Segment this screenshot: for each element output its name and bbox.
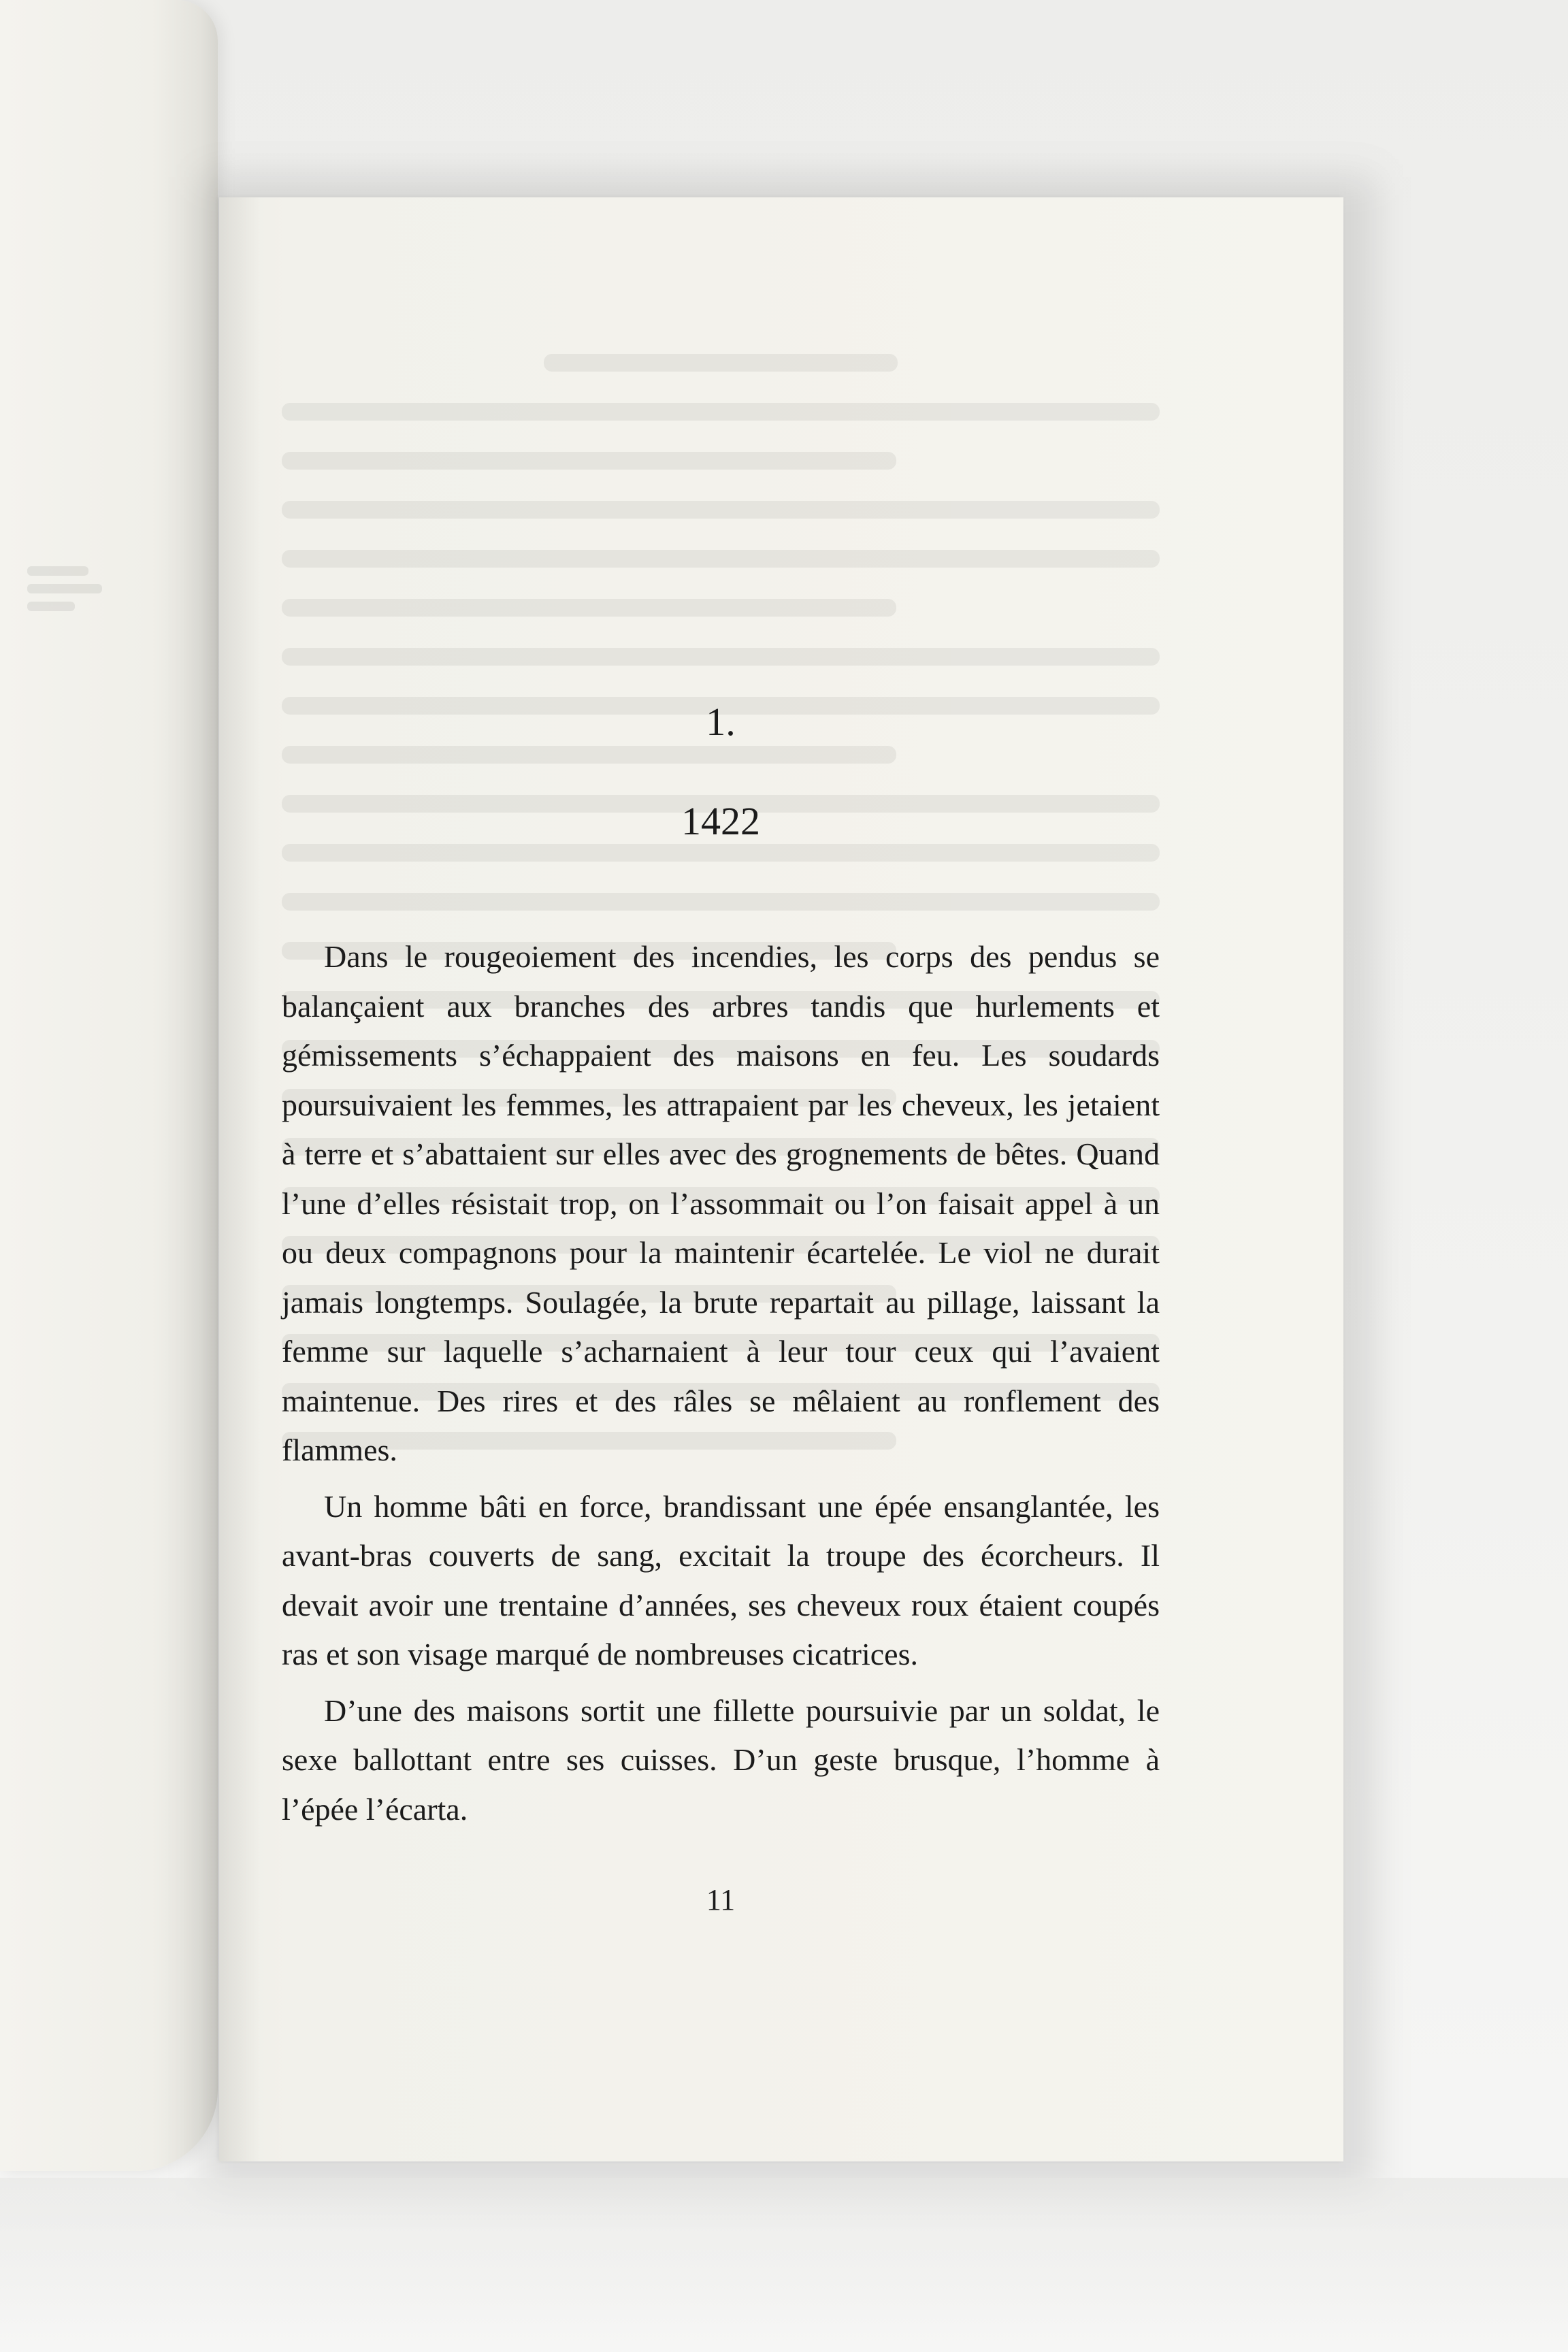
page-gutter	[219, 197, 260, 2161]
body-text	[282, 932, 1160, 1841]
book-page	[219, 197, 1343, 2161]
chapter-number: 1.	[706, 700, 736, 744]
paragraph: Un homme bâti en force, brandissant une épée ensanglantée, les avant-bras couverts de sang, excitait la troupe des écorcheurs. Il devait avoir une trentaine d’années, ses cheveux roux étaient coupés ras et son visage marqué de nombreuses cicatrices.	[282, 1488, 1160, 1671]
left-page	[0, 0, 218, 2171]
table-surface	[0, 2178, 1568, 2352]
paragraph: Dans le rougeoiement des incendies, les corps des pendus se balançaient aux branches des arbres tandis que hurlements et gémissements s’échappaient des maisons en feu. Les soudards poursuivaient les femmes, les attrapaient par les cheveux, les jetaient à terre et s’abattaient sur elles avec des grognements de bêtes. Quand l’une d’elles résistait trop, on l’assommait ou l’on faisait appel à un ou deux compagnons pour la maintenir écartelée. Le viol ne durait jamais longtemps. Soulagée, la brute repartait au pillage, laissant la femme sur laquelle s’acharnaient à leur tour ceux qui l’avaient maintenue. Des rires et des râles se mêlaient au ronflement des flammes.	[282, 939, 1160, 1467]
left-page-show-through	[27, 558, 109, 694]
page-number: 11	[706, 1883, 736, 1916]
paragraph: D’une des maisons sortit une fillette poursuivie par un soldat, le sexe ballottant entre ses cuisses. D’un geste brusque, l’homme à l’épée l’écarta.	[282, 1693, 1160, 1827]
chapter-title: 1422	[681, 799, 760, 843]
